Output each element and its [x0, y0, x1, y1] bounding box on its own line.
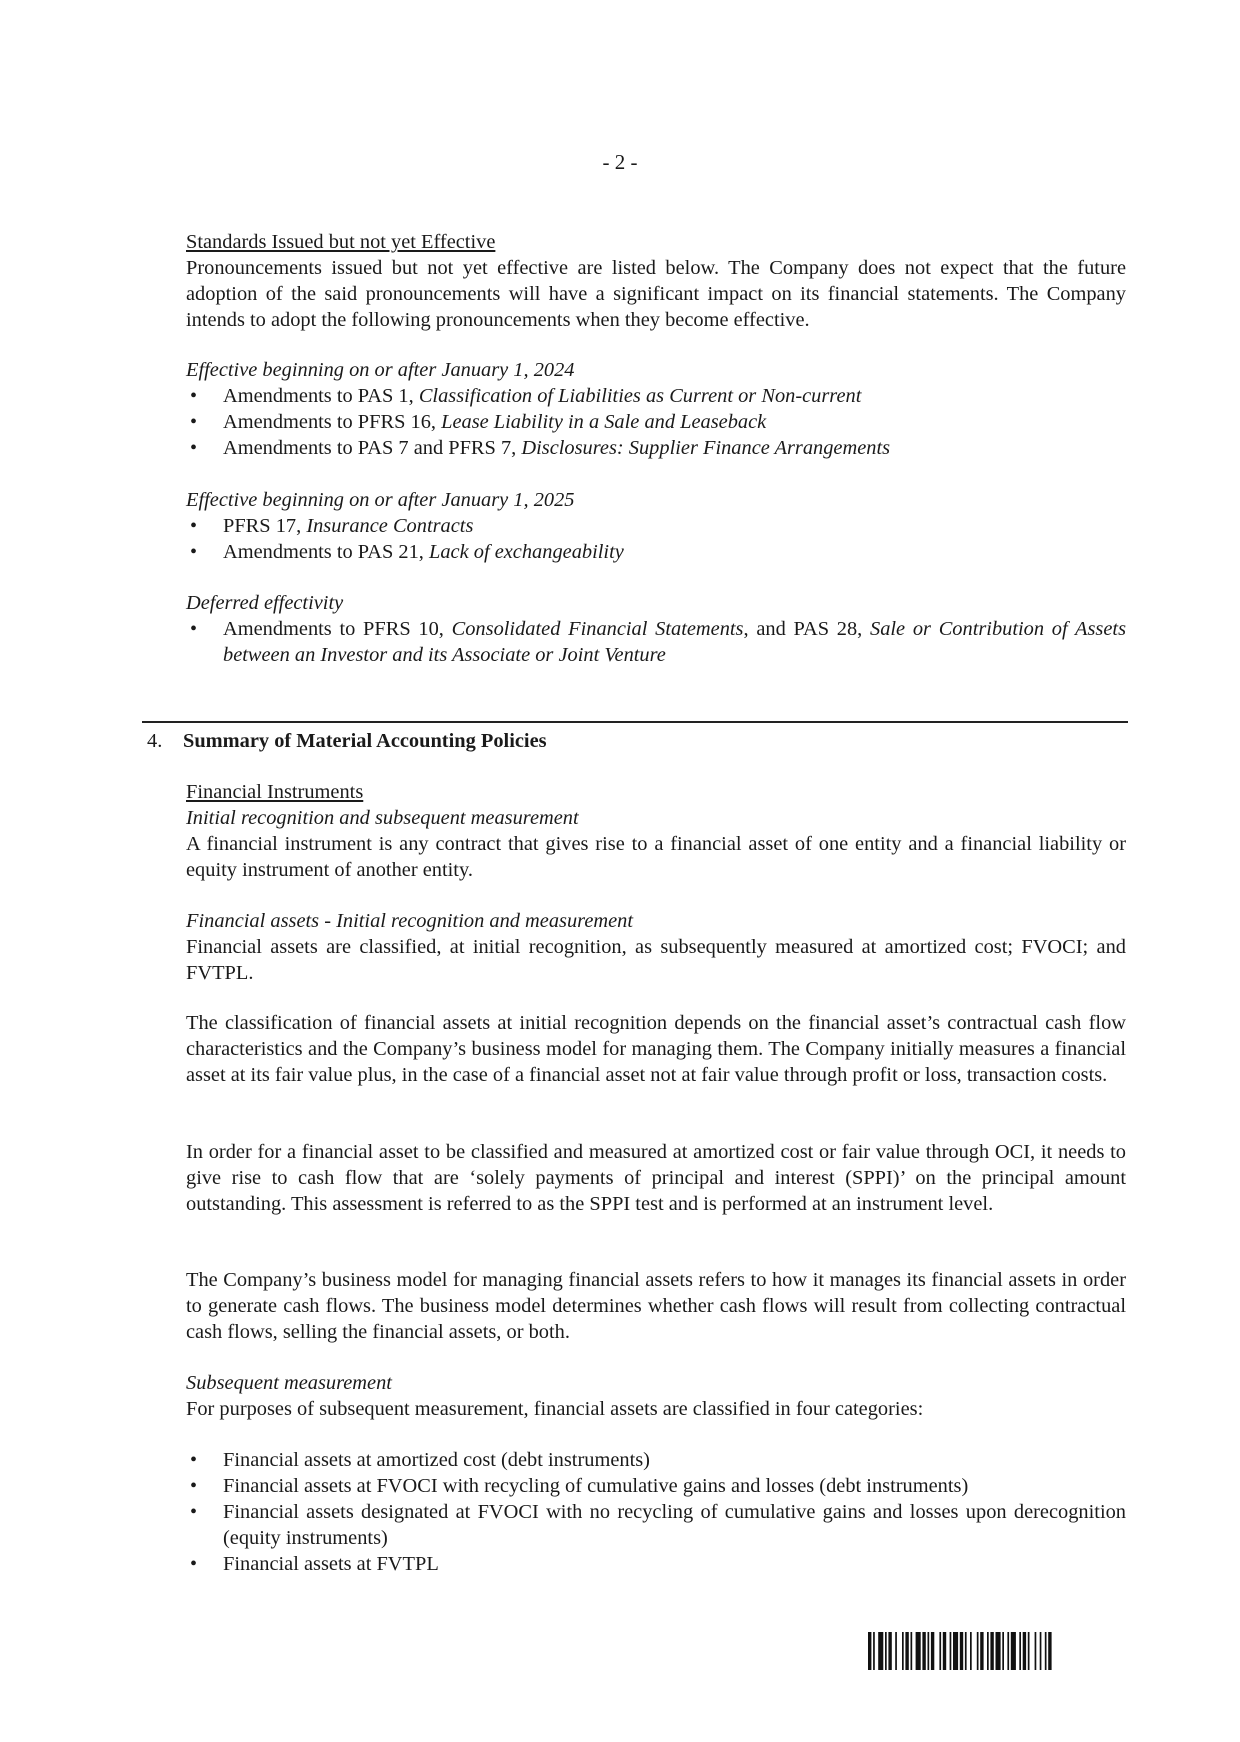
- subsequent-text: For purposes of subsequent measurement, financial assets are classified in four categories:: [186, 1398, 924, 1420]
- business-model-paragraph: [186, 1267, 1126, 1345]
- classification-paragraph: [186, 1010, 1126, 1088]
- sppi-paragraph: [186, 1139, 1126, 1217]
- item-title: Lack of exchangeability: [429, 541, 624, 563]
- standards-intro: Pronouncements issued but not yet effective are listed below. The Company does not expect that the future adoption of the said pronouncements will have a significant impact on its financial statements. The Company intends to adopt the following pronouncements when they become effective.: [186, 257, 1126, 331]
- list-item: [186, 435, 1126, 461]
- item-title: Insurance Contracts: [306, 515, 474, 537]
- fa-initial: [186, 908, 1126, 986]
- item-prefix: Amendments to PFRS 16,: [223, 411, 442, 433]
- standards-section: [186, 229, 1126, 333]
- financial-instruments: [186, 779, 1126, 883]
- item-title: Lease Liability in a Sale and Leaseback: [441, 411, 767, 433]
- list-item: [186, 409, 1126, 435]
- deferred-group: [186, 590, 1126, 668]
- section-number: 4.: [147, 730, 163, 752]
- fa-heading: Financial assets - Initial recognition and measurement: [186, 910, 634, 932]
- initial-heading: Initial recognition and subsequent measurement: [186, 807, 579, 829]
- section-title: Summary of Material Accounting Policies: [183, 730, 547, 752]
- list-item: [186, 513, 1126, 539]
- group-2025: [186, 487, 1126, 565]
- section-divider: [142, 721, 1128, 723]
- list-item: • Financial assets at amortized cost (debt instruments): [186, 1447, 1126, 1473]
- list-item: • Financial assets at FVTPL: [186, 1551, 1126, 1577]
- fi-heading: Financial Instruments: [186, 781, 364, 803]
- group-2024-list: [186, 383, 1126, 461]
- list-item: [186, 539, 1126, 565]
- item-prefix: PFRS 17,: [223, 515, 307, 537]
- group-2024: [186, 357, 1126, 461]
- initial-text: A financial instrument is any contract that gives rise to a financial asset of one entity and a financial liability or equity instrument of another entity.: [186, 833, 1126, 881]
- sppi-text: In order for a financial asset to be classified and measured at amortized cost or fair value through OCI, it needs to give rise to cash flow that are ‘solely payments of principal and interest (SPPI)’ on the principal amount outstanding. This assessment is referred to as the SPPI test and is performed at an instrument level.: [186, 1141, 1126, 1215]
- classification-text: The classification of financial assets at initial recognition depends on the financial asset’s contractual cash flow characteristics and the Company’s business model for managing them. The Company initially measures a financial asset at its fair value plus, in the case of a financial asset not at fair value through profit or loss, transaction costs.: [186, 1012, 1126, 1086]
- section-4-heading: [147, 728, 547, 754]
- item-title: Classification of Liabilities as Current or Non-current: [418, 385, 862, 407]
- deferred-list: [186, 616, 1126, 668]
- item-title: Sale or Contribution of Assets between an Investor and its Associate or Joint Venture: [223, 618, 1127, 666]
- group-2025-heading: Effective beginning on or after January 1, 2025: [186, 489, 575, 511]
- group-2024-heading: Effective beginning on or after January 1, 2024: [186, 359, 575, 381]
- item-prefix: Amendments to PAS 21,: [223, 541, 430, 563]
- item-title: Consolidated Financial Statements: [451, 618, 744, 640]
- standards-heading: Standards Issued but not yet Effective: [186, 231, 496, 253]
- barcode: [868, 1632, 1124, 1670]
- fa-text: Financial assets are classified, at initial recognition, as subsequently measured at amortized cost; FVOCI; and FVTPL.: [186, 936, 1126, 984]
- item-title: Disclosures: Supplier Finance Arrangements: [521, 437, 891, 459]
- group-2025-list: [186, 513, 1126, 565]
- item-prefix: Amendments to PAS 7 and PFRS 7,: [223, 437, 522, 459]
- list-item: • Financial assets designated at FVOCI with no recycling of cumulative gains and losses upon derecognition (equity instruments): [186, 1499, 1126, 1551]
- business-model-text: The Company’s business model for managing financial assets refers to how it manages its financial assets in order to generate cash flows. The business model determines whether cash flows will result from collecting contractual cash flows, selling the financial assets, or both.: [186, 1269, 1126, 1343]
- list-item: [186, 383, 1126, 409]
- item-prefix: Amendments to PFRS 10,: [223, 618, 452, 640]
- list-item: • Financial assets at FVOCI with recycling of cumulative gains and losses (debt instruments): [186, 1473, 1126, 1499]
- subsequent-measurement: [186, 1370, 1126, 1422]
- categories: [186, 1447, 1126, 1577]
- deferred-heading: Deferred effectivity: [186, 592, 344, 614]
- subsequent-heading: Subsequent measurement: [186, 1372, 392, 1394]
- list-item: [186, 616, 1126, 668]
- item-prefix: Amendments to PAS 1,: [223, 385, 419, 407]
- item-middle: , and PAS 28,: [743, 618, 870, 640]
- categories-list: [186, 1447, 1126, 1577]
- page-number: - 2 -: [602, 150, 638, 174]
